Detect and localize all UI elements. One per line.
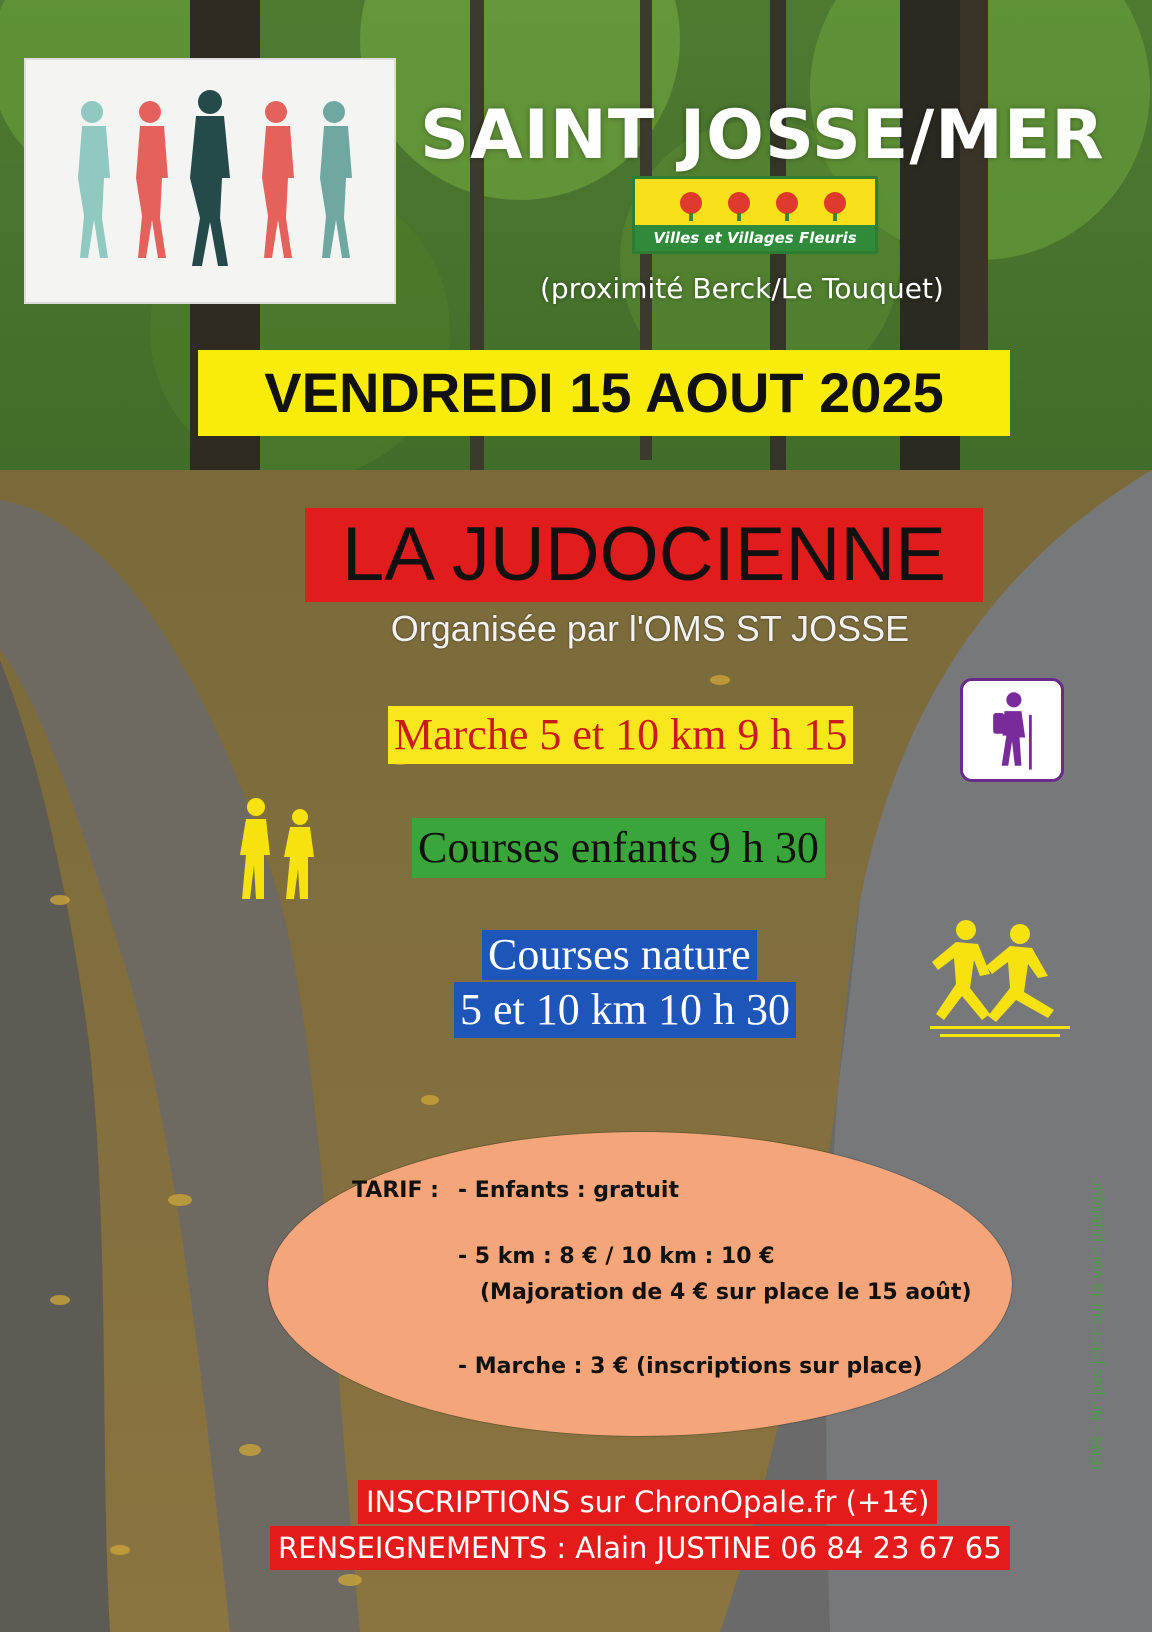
organizer-line: Organisée par l'OMS ST JOSSE xyxy=(390,608,910,649)
proximity-note: (proximité Berck/Le Touquet) xyxy=(540,272,944,305)
hiker-icon xyxy=(960,678,1064,782)
kids-race-schedule: Courses enfants 9 h 30 xyxy=(412,818,825,878)
tarif-surcharge: (Majoration de 4 € sur place le 15 août) xyxy=(480,1280,972,1305)
tarif-runs: - 5 km : 8 € / 10 km : 10 € xyxy=(458,1244,775,1269)
villes-fleuris-label: Villes et Villages Fleuris xyxy=(635,225,875,251)
ipns-side-note: IPNS - Ne pas jeter sur la voie publique xyxy=(1088,1177,1106,1470)
event-title-banner xyxy=(305,508,983,602)
flower-icon xyxy=(671,187,851,221)
runners-silhouette-logo xyxy=(24,58,396,304)
tarif-walk: - Marche : 3 € (inscriptions sur place) xyxy=(458,1354,923,1379)
kids-running-icon xyxy=(234,795,324,905)
villes-fleuris-badge xyxy=(632,176,878,254)
runners-logo-box xyxy=(24,58,396,304)
runners-icon xyxy=(930,918,1070,1042)
tarif-oval xyxy=(268,1132,1012,1436)
town-name: SAINT JOSSE/MER xyxy=(420,96,1105,175)
event-date-banner xyxy=(198,350,1010,436)
event-date: VENDREDI 15 AOUT 2025 xyxy=(264,361,944,424)
nature-race-title: Courses nature xyxy=(482,930,757,980)
nature-race-schedule: 5 et 10 km 10 h 30 xyxy=(454,982,796,1038)
walk-schedule: Marche 5 et 10 km 9 h 15 xyxy=(388,706,853,764)
tarif-kids: - Enfants : gratuit xyxy=(458,1178,679,1203)
tarif-heading: TARIF : xyxy=(352,1178,439,1203)
registration-info: INSCRIPTIONS sur ChronOpale.fr (+1€) xyxy=(358,1480,937,1524)
event-title: LA JUDOCIENNE xyxy=(342,512,946,597)
contact-info: RENSEIGNEMENTS : Alain JUSTINE 06 84 23 67 65 xyxy=(270,1526,1010,1570)
